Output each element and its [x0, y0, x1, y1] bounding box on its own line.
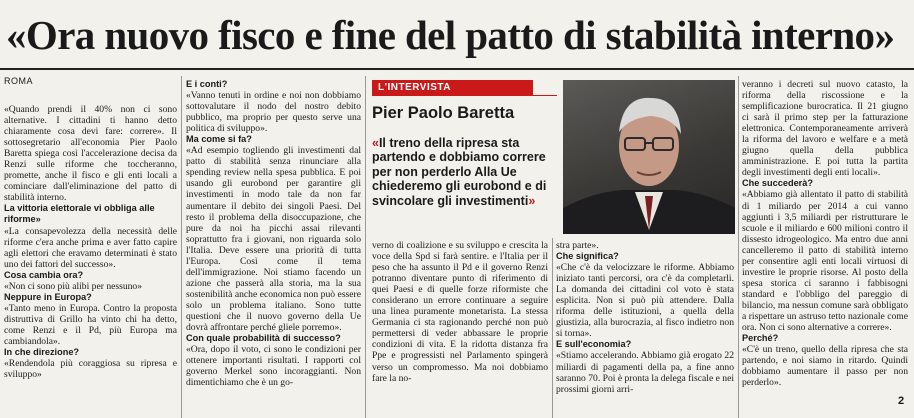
- interview-question: Con quale probabilità di successo?: [186, 333, 341, 344]
- article-paragraph: «Stiamo accelerando. Abbiamo già erogato 22 miliardi di pagamenti della pa, a fine anno saranno 70. Poi è pronta la delega fiscale e nei prossimi giorni arri-: [556, 350, 734, 395]
- article-column-5: [742, 79, 908, 418]
- article-paragraph: «Ora, dopo il voto, ci sono le condizioni per ottenere importanti risultati. I rapporti col governo Merkel sono incoraggianti. Non dimentichiamo che è un go-: [186, 344, 361, 389]
- headline: «Ora nuovo fisco e fine del patto di stabilità interno»: [6, 12, 895, 58]
- interview-question: Ma come si fa?: [186, 134, 252, 145]
- headline-rule: [0, 68, 914, 70]
- article-paragraph: «La consapevolezza della necessità delle riforme c'era anche prima e aver fatto capire agli elettori che eravamo determinati è stato uno dei fattori del successo».: [4, 225, 177, 270]
- section-tag: L'INTERVISTA: [372, 80, 533, 96]
- interview-question: In che direzione?: [4, 347, 80, 358]
- article-column-4: [556, 240, 734, 418]
- portrait-photo: [563, 80, 735, 234]
- article-column-3: [372, 240, 548, 418]
- article-paragraph: «Rendendola più coraggiosa su ripresa e sviluppo»: [4, 358, 177, 381]
- article-paragraph: «Tanto meno in Europa. Contro la proposta distruttiva di Grillo ha vinto chi ha detto, come Renzi e il Pd, più Europa ma cambiandola».: [4, 302, 177, 347]
- interview-question: Neppure in Europa?: [4, 291, 92, 302]
- article-paragraph: verno di coalizione e su sviluppo e crescita la voce della Spd si farà sentire. e l'Italia per il peso che ha assunto il Pd e il governo Renzi potranno diventare punto di riferimento di quei Paesi e di quelle forze riformiste che considerano un errore continuare a seguire una linea puramente monetarista. La stessa Germania ci sta ragionando perché non può permettersi di veder abbassare le proprie condizioni di vita. E la ridotta distanza fra Ppe e progressisti nel Parlamento spingerà verso un compromesso. Ma noi dobbiamo fare la no-: [372, 240, 548, 384]
- interview-question: E i conti?: [186, 79, 228, 89]
- interviewee-name: Pier Paolo Baretta: [372, 104, 515, 122]
- page-number: 2: [898, 395, 905, 407]
- interview-question: Cosa cambia ora?: [4, 269, 84, 280]
- tag-rule: [533, 95, 557, 96]
- article-paragraph: «Che c'è da velocizzare le riforme. Abbiamo iniziato tanti percorsi, ora c'è da completarli. La domanda dei cittadini col voto è stata esplicita. Non si può più attendere. Dalla riforma delle istituzioni, a quella della giustizia, alla burocrazia, al fisco indietro non si torna».: [556, 262, 734, 340]
- article-column-2: [186, 79, 361, 418]
- dateline: ROMA: [4, 76, 33, 86]
- column-divider: [738, 76, 739, 418]
- portrait-illustration: [563, 80, 735, 234]
- article-paragraph: «C'è un treno, quello della ripresa che sta partendo, e noi siamo in ritardo. Quindi dobbiamo aumentare il passo per non perderlo».: [742, 344, 908, 389]
- quote-close-mark: »: [528, 193, 536, 208]
- interview-question: Perché?: [742, 333, 779, 344]
- column-divider: [365, 76, 366, 418]
- article-paragraph: «Ad esempio togliendo gli investimenti dal patto di stabilità senza rinunciare alla spending review nella spesa pubblica. E poi usando gli eurobond per garantire gli investimenti in modo tale da non far aumentare il debito dei singoli Paesi. Del resto il problema della disoccupazione, che pure da noi ha picchi assai rilevanti soprattutto fra i giovani, non riguarda solo l'Italia. Deve essere una priorità di tutta l'Europa. Così come il tema dell'immigrazione. Noi stiamo facendo un azione che passerà alla storia, ma la sua sostenibilità anche economica non può essere solo un problema italiano. Sono tutte questioni che il nuovo governo della Ue dovrà affrontare perché gliele porremo».: [186, 145, 361, 334]
- article-paragraph: «Vanno tenuti in ordine e noi non dobbiamo sottovalutare il nodo del nostro debito pubblico, ma proprio per questo serve una politica di sviluppo».: [186, 90, 361, 135]
- pull-quote: [372, 136, 552, 208]
- article-paragraph: «Non ci sono più alibi per nessuno»: [4, 280, 143, 292]
- article-paragraph: «Abbiamo già allentato il patto di stabilità di 1 miliardo per 2014 a cui vanno aggiunti i 3,5 miliardi per ristrutturare le scuole e il miliardo e 600 milioni contro il dissesto idrogeologico. Ma entro due anni cancelleremo il patto di stabilità interno per consentire agli enti locali virtuosi di investire le proprie risorse. Al posto della spesa storica ci saranno i fabbisogni standard e l'obbligo del pareggio di bilancio, ma nessun comune sarà obbligato a rispettare un astruso tetto nazionale come ora. Non ci sono alternative a correre».: [742, 189, 908, 334]
- interview-question: Che succederà?: [742, 178, 813, 189]
- quote-open-mark: «: [372, 136, 379, 150]
- article-column-1: [4, 104, 177, 416]
- article-paragraph: veranno i decreti sul nuovo catasto, la riforma della riscossione e la semplificazione burocratica. Il 21 giugno ci sarà il primo step per la fatturazione elettronica. Contemporaneamente arriverà la riforma del lavoro e welfare e a metà giugno quella della pubblica amministrazione. E poi tutta la partita degli investimenti degli enti locali».: [742, 79, 908, 179]
- column-divider: [552, 238, 553, 418]
- column-divider: [181, 76, 182, 418]
- pull-quote-text: Il treno della ripresa sta partendo e dobbiamo correre per non perderlo Alla Ue chiederemo gli eurobond e di svincolare gli investimenti: [372, 136, 547, 208]
- article-paragraph: «Quando prendi il 40% non ci sono alternative. I cittadini ti hanno detto chiaramente cosa devi fare: correre». Il sottosegretario all'economia Pier Paolo Baretta spiega così l'accelerazione decisa da Renzi sulle riforme che toccheranno, promette, anche il fisco e gli enti locali a cominciare dall'eliminazione del patto di stabilità interno.: [4, 104, 177, 204]
- article-paragraph: stra parte».: [556, 240, 599, 251]
- interview-question: Che significa?: [556, 251, 619, 262]
- interview-question: La vittoria elettorale vi obbliga alle riforme»: [4, 203, 155, 225]
- interview-question: E sull'economia?: [556, 339, 632, 350]
